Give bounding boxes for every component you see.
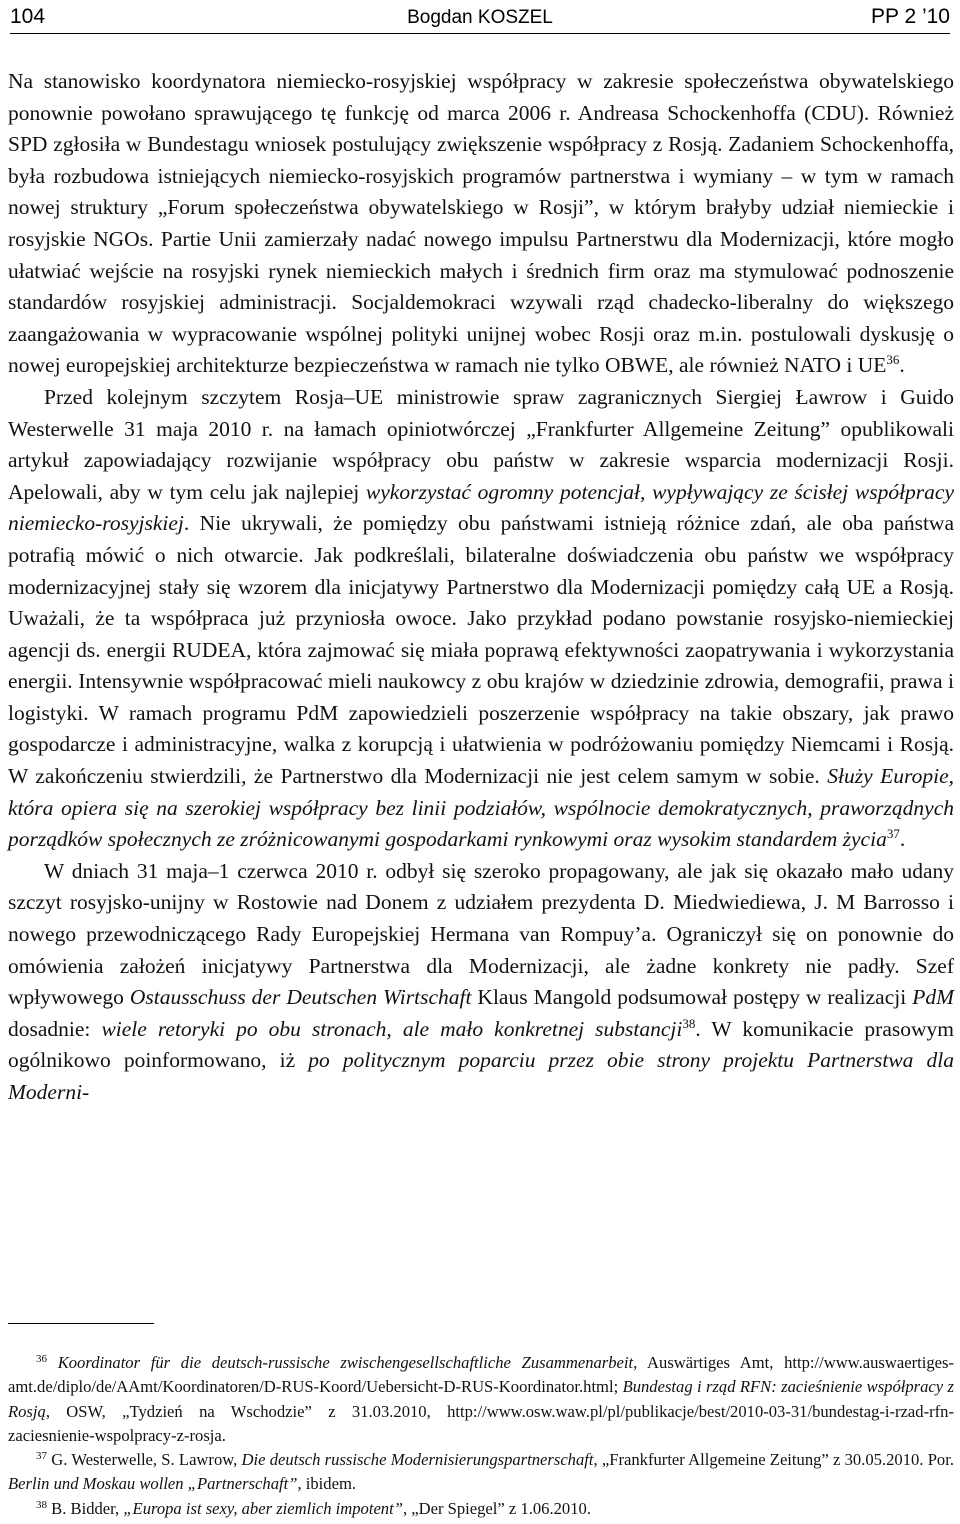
footnote-text: B. Bidder, (51, 1498, 124, 1518)
footnote-number: 37 (36, 1450, 47, 1463)
footnote-36 (8, 1351, 954, 1448)
footnote-ref-36[interactable]: 36 (886, 352, 900, 368)
footnote-title: Die deutsch russische Modernisierungspartnerschaft (241, 1450, 594, 1470)
footnote-ref-37[interactable]: 37 (886, 826, 900, 842)
footnote-divider (8, 1323, 154, 1324)
paragraph-text: W dniach 31 maja–1 czerwca 2010 r. odbył się szeroko propagowany, ale jak się okazało mało udany szczyt rosyjsko-unijny w Rostowie nad Donem z udziałem prezydenta D. Miedwiediewa, J. M Barrosso i nowego przewodniczącego Rady Europejskiej Hermana van Rompuy’a. Ograniczył się on ponownie do omówienia założeń inicjatywy Partnerstwa dla Modernizacji, ale żadne konkrety nie padły. Szef wpływowego (8, 858, 954, 1010)
paragraph-text: dosadnie: (8, 1016, 102, 1041)
footnote-text: , „Frankfurter Allgemeine Zeitung” z 30.05.2010. Por. (593, 1450, 954, 1470)
paragraph-text: . Nie ukrywali, że pomiędzy obu państwami istnieją różnice zdań, ale oba państwa potrafią mówić o nich otwarcie. Jak podkreślali, bilateralne doświadczenia obu państw we współpracy modernizacyjnej stały się wzorem dla inicjatywy Partnerstwo dla Modernizacji pomiędzy całą UE a Rosją. Uważali, że ta współpraca już przyniosła owoce. Jako przykład podano powstanie rosyjsko-niemieckiej agencji ds. energii RUDEA, która zajmować się miała poprawą efektywności zaopatrywania i wykorzystania energii. Intensywnie współpracować mieli naukowcy z obu krajów w dziedzinie zdrowia, demografii, prawa i logistyki. W ramach programu PdM zapowiedzieli poszerzenie współpracy na takie obszary, jak prawo gospodarcze i administracyjne, walka z korupcją i ułatwienia w podróżowaniu pomiędzy Niemcami i Rosją. W zakończeniu stwierdzili, że Partnerstwo dla Modernizacji nie jest celem samym w sobie. (8, 511, 954, 789)
main-text (8, 66, 954, 1109)
footnote-title: Berlin und Moskau wollen „Partnerschaft” (8, 1474, 298, 1494)
paragraph-text: Na stanowisko koordynatora niemiecko-rosyjskiej współpracy w zakresie społeczeństwa obywatelskiego ponownie powołano sprawującego tę funkcję od marca 2006 r. Andreasa Schockenhoffa (CDU). Również SPD zgłosiła w Bundestagu wniosek postulujący zwiększenie współpracy z Rosją. Zadaniem Schockenhoffa, była rozbudowa istniejących niemiecko-rosyjskich programów partnerstwa i wymiany – w tym w ramach nowej struktury „Forum społeczeństwa obywatelskiego w Rosji”, w którym brałyby udział niemieckie i rosyjskie NGOs. Partie Unii zamierzały nadać nowego impulsu Partnerstwu dla Modernizacji, które mogło ułatwiać wejście na rosyjski rynek niemieckich małych i średnich firm oraz ma stymulować podnoszenie standardów rosyjskiej administracji. Socjaldemokraci wzywali rząd chadecko-liberalny do większego zaangażowania w wypracowanie wspólnej polityki unijnej wobec Rosji oraz m.in. postulowali dyskusję o nowej europejskiej architekturze bezpieczeństwa w ramach nie tylko OBWE, ale również NATO i UE (8, 69, 954, 378)
footnote-text: G. Westerwelle, S. Lawrow, (51, 1450, 242, 1470)
footnote-ref-38[interactable]: 38 (682, 1015, 696, 1031)
italic-quote: wiele retoryki po obu stronach, ale mało konkretnej substancji (101, 1016, 683, 1041)
footnote-text: , Auswärtiges Amt, http://www.auswaertiges-amt.de/diplo/de/AAmt/Koordinatoren/D-RUS-Koord/Uebersicht-D-RUS-Koordinator.html; (8, 1353, 954, 1397)
author-name: Bogdan KOSZEL (407, 7, 553, 28)
italic-quote: Służy Europie, która opiera się na szerokiej współpracy bez linii podziałów, wspólnocie demokratycznych, praworządnych porządków społecznych ze zróżnicowanymi gospodarkami rynkowymi oraz wysokim standardem życia (8, 764, 954, 852)
footnote-37 (8, 1448, 954, 1497)
italic-abbr: PdM (912, 985, 954, 1010)
page-number: 104 (10, 5, 46, 28)
paragraph-text: . (899, 353, 905, 378)
paragraph-2 (8, 382, 954, 856)
italic-name: Ostausschuss der Deutschen Wirtschaft (129, 985, 472, 1010)
footnote-text: , ibidem. (297, 1474, 357, 1494)
footnote-title: Bundestag i rząd RFN: zacieśnienie współpracy z Rosją (8, 1377, 954, 1421)
paragraph-text: . W komunikacie prasowym ogólnikowo poinformowano, iż (8, 1016, 954, 1073)
footnote-38 (8, 1497, 954, 1521)
italic-quote: wykorzystać ogromny potencjał, wypływający ze ścisłej współpracy niemiecko-rosyjskiej (8, 479, 955, 536)
footnote-number: 38 (36, 1498, 47, 1511)
footnote-number: 36 (36, 1353, 47, 1365)
italic-quote: po politycznym poparciu przez obie strony projektu Partnerstwa dla Moderni- (8, 1048, 955, 1104)
footnotes (8, 1351, 954, 1521)
paragraph-1 (8, 66, 954, 382)
journal-issue: PP 2 ’10 (870, 5, 950, 28)
paragraph-3 (8, 856, 954, 1109)
paragraph-text: Przed kolejnym szczytem Rosja–UE ministrowie spraw zagranicznych Siergiej Ławrow i Guido Westerwelle 31 maja 2010 r. na łamach opiniotwórczej „Frankfurter Allgemeine Zeitung” opublikowali artykuł zapowiadający rozwijanie współpracy obu państw w zakresie wsparcia modernizacji Rosji. Apelowali, aby w tym celu jak najlepiej (8, 384, 954, 504)
footnote-text: , OSW, „Tydzień na Wschodzie” z 31.03.2010, http://www.osw.waw.pl/pl/publikacje/best/2010-03-31/bundestag-i-rzad-rfn-zaciesnienie-wspolpracy-z-rosja. (8, 1401, 954, 1445)
footnote-title: „Europa ist sexy, aber ziemlich impotent” (123, 1498, 403, 1518)
footnote-title: Koordinator für die deutsch-russische zwischengesellschaftliche Zusammenarbeit (57, 1353, 634, 1372)
paragraph-text: . (899, 827, 906, 852)
footnote-text: , „Der Spiegel” z 1.06.2010. (402, 1498, 591, 1518)
paragraph-text: Klaus Mangold podsumował postępy w realizacji (471, 985, 913, 1010)
running-header (10, 3, 950, 34)
